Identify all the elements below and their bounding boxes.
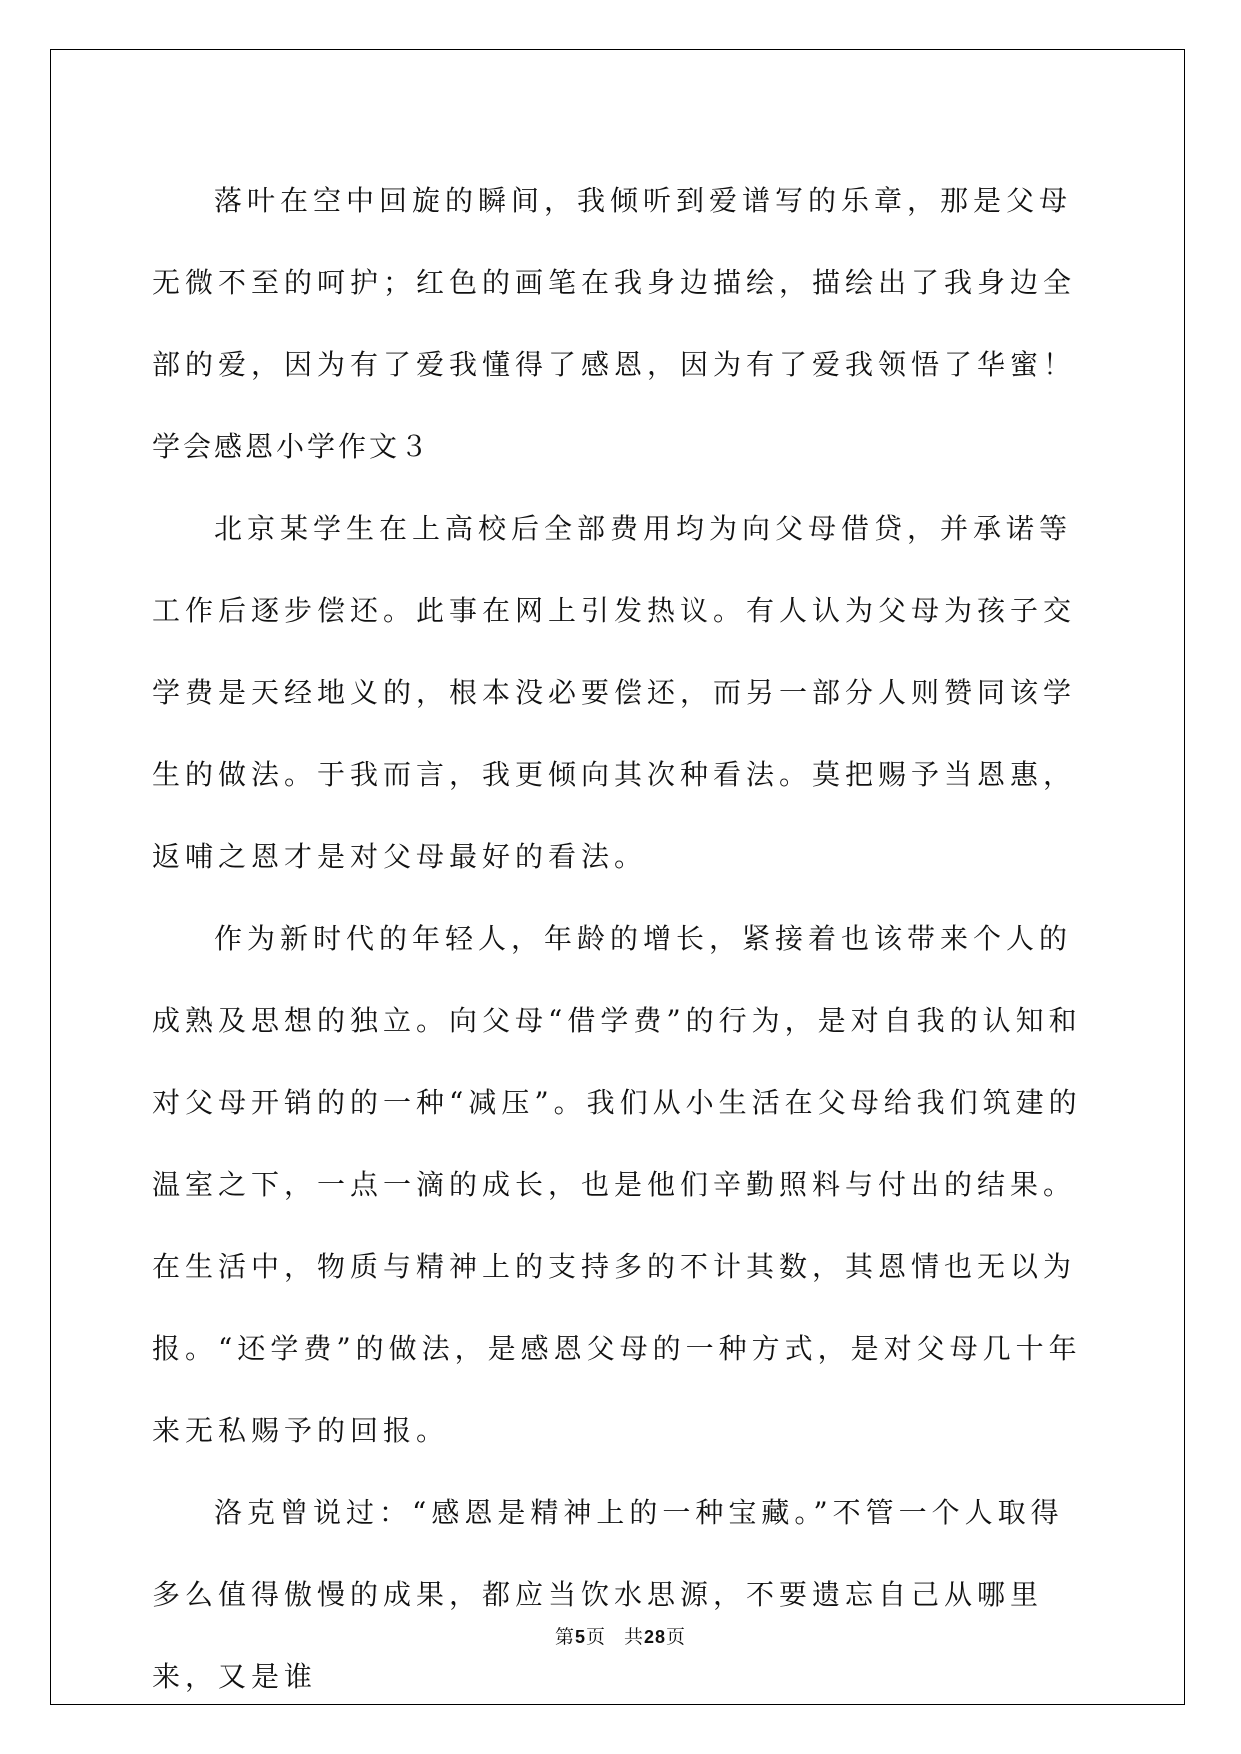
current-page-number: 5 [574,1627,586,1647]
paragraph-3: 作为新时代的年轻人，年龄的增长，紧接着也该带来个人的成熟及思想的独立。向父母“借学费”的行为，是对自我的认知和对父母开销的的一种“减压”。我们从小生活在父母给我们筑建的温室之下，一点一滴的成长，也是他们辛勤照料与付出的结果。在生活中，物质与精神上的支持多的不计其数，其恩情也无以为报。“还学费”的做法，是感恩父母的一种方式，是对父母几十年来无私赐予的回报。 [152,922,1082,1447]
total-prefix: 共 [623,1626,644,1648]
paragraph-4: 洛克曾说过：“感恩是精神上的一种宝藏。”不管一个人取得多么值得傲慢的成果，都应当饮水思源，不要遗忘自己从哪里来，又是谁 [152,1496,1064,1693]
total-suffix: 页 [666,1626,687,1648]
page-prefix: 第 [554,1626,575,1648]
paragraph-2: 北京某学生在上高校后全部费用均为向父母借贷，并承诺等工作后逐步偿还。此事在网上引发热议。有人认为父母为孩子交学费是天经地义的，根本没必要偿还，而另一部分人则赞同该学生的做法。于我而言，我更倾向其次种看法。莫把赐予当恩惠，返哺之恩才是对父母最好的看法。 [152,512,1077,873]
page-suffix: 页 [585,1626,606,1648]
page-footer [0,1622,1241,1649]
paragraph-1: 落叶在空中回旋的瞬间，我倾听到爱谱写的乐章，那是父母无微不至的呵护；红色的画笔在我身边描绘，描绘出了我身边全部的爱，因为有了爱我懂得了感恩，因为有了爱我领悟了华蜜！ [152,184,1077,381]
document-body [152,160,1092,1718]
total-page-number: 28 [644,1627,667,1647]
section-heading: 学会感恩小学作文３ [152,430,432,463]
